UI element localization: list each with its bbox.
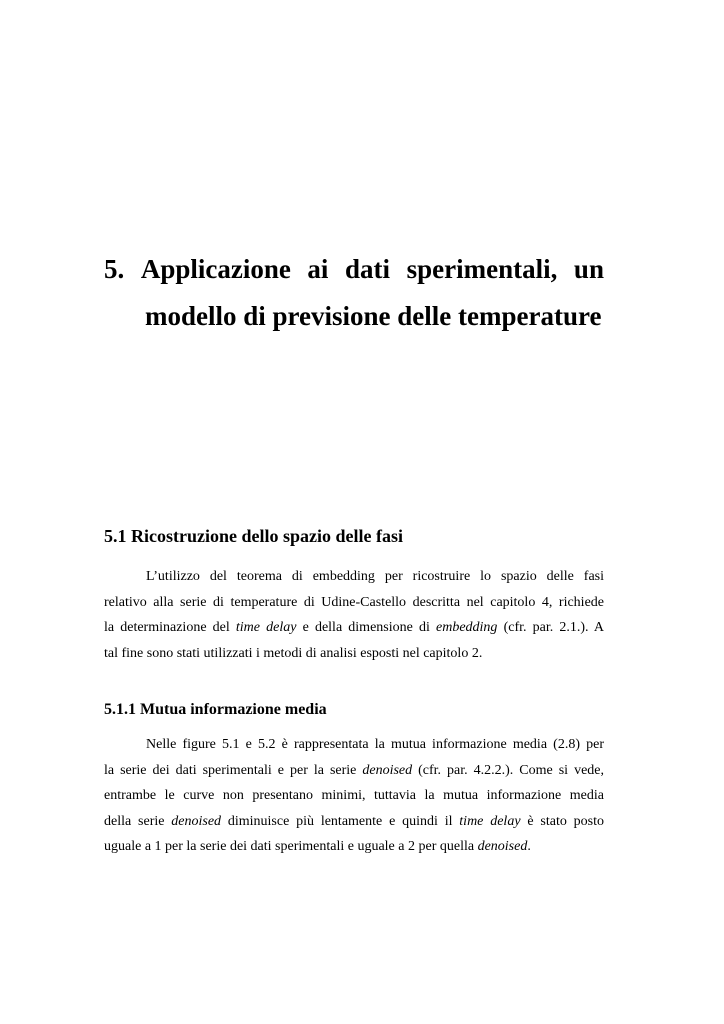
text-run: è stato posto [520,813,604,829]
text-run: uguale a 1 per la serie dei dati sperimentali e uguale a 2 per quella [104,839,478,854]
chapter-title-word: ai [307,254,329,284]
paragraph-line: tal fine sono stati utilizzati i metodi di analisi esposti nel capitolo 2. [104,645,483,661]
subsection-heading: 5.1.1 Mutua informazione media [104,701,327,718]
chapter-title-line-1 [104,246,604,293]
text-run: (cfr. par. 2.1.). A [497,620,605,635]
section-heading: 5.1 Ricostruzione dello spazio delle fasi [104,526,403,546]
chapter-title-word: sperimentali, [406,254,558,284]
paragraph-line: L’utilizzo del teorema di embedding per ricostruire lo spazio delle fasi [146,569,604,584]
paragraph-line: entrambe le curve non presentano minimi, tuttavia la mutua informazione media [104,788,604,803]
chapter-title-word: un [573,254,604,284]
text-run: . [527,839,531,854]
paragraph-line [104,809,604,835]
text-run: la serie dei dati sperimentali e per la serie [104,762,363,778]
chapter-title-line-2: modello di previsione delle temperature [145,301,602,331]
italic-term: time delay [235,620,297,635]
italic-term: time delay [459,813,521,829]
text-run: (cfr. par. 4.2.2.). Come si vede, [412,762,604,778]
text-run: diminuisce più lentamente e quindi il [221,813,460,829]
italic-term: denoised [171,813,222,829]
chapter-title-word: dati [345,254,391,284]
text-run: della serie [104,813,172,829]
section-paragraph [104,564,604,666]
subsection-paragraph [104,732,604,860]
italic-term: denoised [477,839,528,854]
italic-term: embedding [436,620,498,635]
paragraph-line: relativo alla serie di temperature di Udine-Castello descritta nel capitolo 4, richiede [104,594,604,610]
chapter-title [104,246,604,340]
paragraph-line: Nelle figure 5.1 e 5.2 è rappresentata la mutua informazione media (2.8) per [146,737,604,752]
chapter-title-word: Applicazione [140,254,291,284]
chapter-title-word: 5. [104,254,125,284]
paragraph-line [104,834,604,860]
text-run: e della dimensione di [296,620,436,635]
text-run: la determinazione del [104,620,236,635]
italic-term: denoised [362,762,413,778]
paragraph-line [104,758,604,784]
paragraph-line [104,615,604,641]
